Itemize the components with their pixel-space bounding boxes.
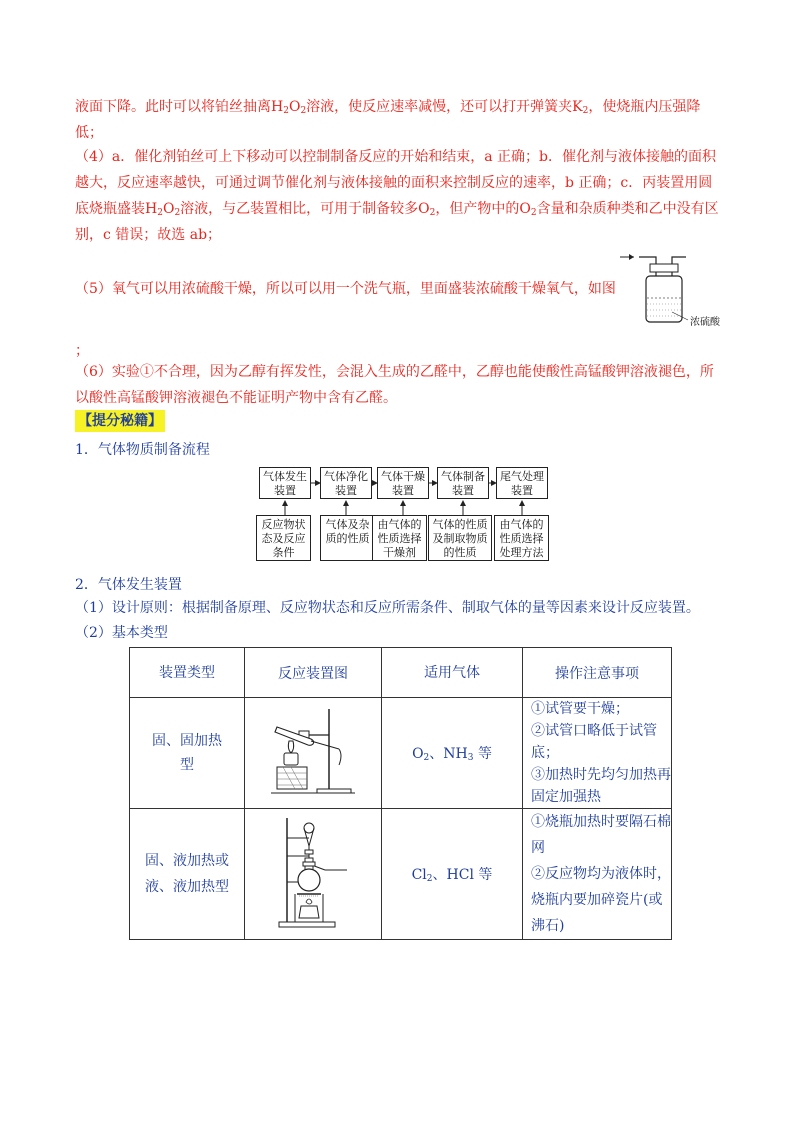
table-header-row xyxy=(130,648,672,698)
flow-step-3: 气体干燥装置 xyxy=(377,467,429,499)
row-2-gas: $Cl_2$、HCl 等 xyxy=(382,809,523,940)
flow-basis-3: 由气体的性质选择干燥剂 xyxy=(372,515,427,561)
header-diagram: 反应装置图 xyxy=(245,648,382,698)
bottle-label: 浓硫酸 xyxy=(690,317,720,328)
header-gas: 适用气体 xyxy=(382,648,523,698)
section-2-title: 2．气体发生装置 xyxy=(75,577,182,593)
basic-types-heading: （2）基本类型 xyxy=(75,625,168,641)
flow-step-1: 气体发生装置 xyxy=(259,467,311,499)
flow-basis-1: 反应物状态及反应条件 xyxy=(256,515,311,561)
row-1-gas: $O_2$、$NH_3$ 等 xyxy=(382,698,523,809)
flow-step-2: 气体净化装置 xyxy=(320,467,372,499)
row-2-type: 固、液加热或液、液加热型 xyxy=(130,809,245,940)
flow-step-4: 气体制备装置 xyxy=(437,467,489,499)
flow-basis-2: 气体及杂质的性质 xyxy=(320,515,375,561)
row-1-notes: ①试管要干燥； ②试管口略低于试管底； ③加热时先均匀加热再固定加强热 xyxy=(523,698,672,809)
row-2-diagram-cell xyxy=(245,809,382,940)
header-notes: 操作注意事项 xyxy=(523,648,672,698)
flow-step-5: 尾气处理装置 xyxy=(496,467,548,499)
paragraph-5-end: ； xyxy=(75,343,89,359)
table-row xyxy=(130,698,672,809)
header-type: 装置类型 xyxy=(130,648,245,698)
row-1-type: 固、固加热型 xyxy=(130,698,245,809)
section-1-title: 1．气体物质制备流程 xyxy=(75,442,210,458)
row-2-notes: ①烧瓶加热时要隔石棉网 ②反应物均为液体时，烧瓶内要加碎瓷片(或沸石) xyxy=(523,809,672,940)
answer-paragraph-3-end: 液面下降。此时可以将铂丝抽离$H_2O_2$溶液，使反应速率减慢，还可以打开弹簧夹$K_2$，使烧瓶内压强降 低； xyxy=(75,99,701,141)
table-row xyxy=(130,809,672,940)
flow-basis-5: 由气体的性质选择处理方法 xyxy=(494,515,549,561)
answer-paragraph-5: （5）氧气可以用浓硫酸干燥，所以可以用一个洗气瓶，里面盛装浓硫酸干燥氧气，如图 xyxy=(75,281,616,297)
test-tube-heating-apparatus-icon xyxy=(267,705,359,797)
row-1-diagram-cell xyxy=(245,698,382,809)
answer-paragraph-4: （4）a．催化剂铂丝可上下移动可以控制制备反应的开始和结束，a 正确；b．催化剂与液体接触的面积越大，反应速率越快，可通过调节催化剂与液体接触的面积来控制反应的速率，b 正确；c．丙装置用圆底烧瓶盛装$H_2O_2$溶液，与乙装置相比，可用于制备较多$O_2$，但产物中的$O_2$含量和杂质种类和乙中没有区别，c 错误；故选 ab； xyxy=(75,149,719,243)
answer-paragraph-6: （6）实验①不合理，因为乙醇有挥发性，会混入生成的乙醛中，乙醇也能使酸性高锰酸钾溶液褪色，所以酸性高锰酸钾溶液褪色不能证明产物中含有乙醛。 xyxy=(75,364,714,406)
design-principle: （1）设计原则：根据制备原理、反应物状态和反应所需条件、制取气体的量等因素来设计反应装置。 xyxy=(75,600,700,616)
apparatus-table xyxy=(129,647,672,940)
flow-basis-4: 气体的性质及制取物质的性质 xyxy=(428,515,492,561)
tip-label: 【提分秘籍】 xyxy=(75,410,165,432)
flask-heating-apparatus-icon xyxy=(273,814,353,930)
